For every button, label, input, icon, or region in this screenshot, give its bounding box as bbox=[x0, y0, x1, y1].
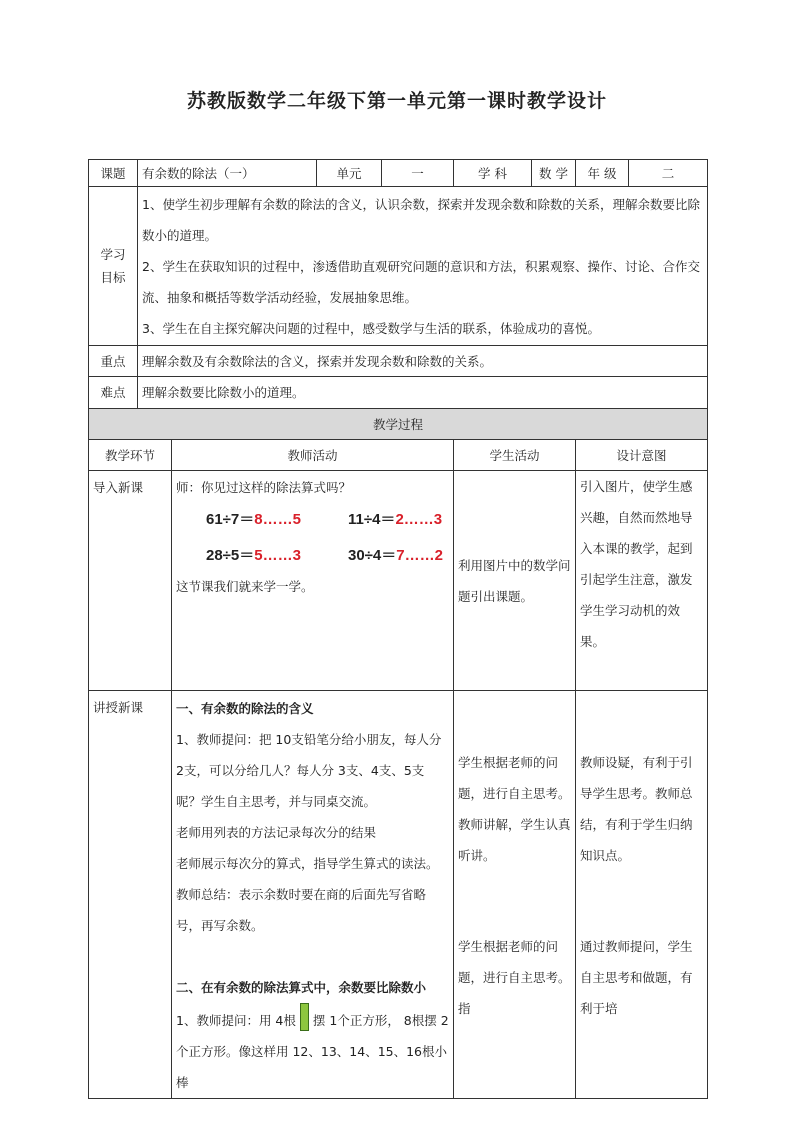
grade-value: 二 bbox=[629, 160, 708, 187]
intro-student: 利用图片中的数学问题引出课题。 bbox=[454, 471, 576, 691]
grade-label: 年 级 bbox=[576, 160, 629, 187]
goals-row bbox=[89, 187, 708, 346]
goal-item: 2、学生在获取知识的过程中，渗透借助直观研究问题的意识和方法，积累观察、操作、讨论、合作交流、抽象和概括等数学活动经验，发展抽象思维。 bbox=[142, 258, 700, 305]
process-section-row bbox=[89, 409, 708, 440]
process-title: 教学过程 bbox=[89, 409, 708, 440]
part2-intent: 通过教师提问，学生自主思考和做题，有利于培 bbox=[580, 939, 693, 1016]
new-lesson-stage: 讲授新课 bbox=[89, 691, 172, 1099]
page-title: 苏教版数学二年级下第一单元第一课时教学设计 bbox=[186, 90, 607, 112]
intro-closing: 这节课我们就来学一学。 bbox=[176, 579, 314, 594]
equation-grid bbox=[206, 509, 449, 567]
lesson-plan-table bbox=[88, 159, 708, 1099]
col-student: 学生活动 bbox=[454, 440, 576, 471]
part1-student: 学生根据老师的问题，进行自主思考。教师讲解，学生认真听讲。 bbox=[458, 755, 571, 863]
intro-teacher bbox=[172, 471, 454, 691]
new-lesson-intent bbox=[576, 691, 708, 1099]
goals-content bbox=[138, 187, 708, 346]
intro-stage: 导入新课 bbox=[89, 471, 172, 691]
difficult-point-label: 难点 bbox=[89, 377, 138, 409]
stick-icon bbox=[300, 1003, 309, 1031]
col-intent: 设计意图 bbox=[576, 440, 708, 471]
goals-label-line2: 目标 bbox=[100, 270, 126, 285]
part2-student: 学生根据老师的问题，进行自主思考。指 bbox=[458, 939, 571, 1016]
intro-intent: 引入图片，使学生感兴趣，自然而然地导入本课的教学，起到引起学生注意，激发学生学习动机的效果。 bbox=[576, 471, 708, 691]
part1-line: 老师展示每次分的算式，指导学生算式的读法。 bbox=[176, 856, 439, 871]
part1-line: 教师总结：表示余数时要在商的后面先写省略号，再写余数。 bbox=[176, 887, 427, 933]
goals-label-line1: 学习 bbox=[100, 247, 126, 262]
unit-value: 一 bbox=[382, 160, 454, 187]
part1-line: 老师用列表的方法记录每次分的结果 bbox=[176, 825, 377, 840]
part2-line: 1、教师提问：用 4根 摆 1个正方形， 8根摆 2个正方形。像这样用 12、13、14、15、16根小棒 bbox=[176, 1003, 449, 1098]
difficult-point-row bbox=[89, 377, 708, 409]
new-lesson-teacher bbox=[172, 691, 454, 1099]
part1-intent: 教师设疑，有利于引导学生思考。教师总结，有利于学生归纳知识点。 bbox=[580, 755, 693, 863]
part2-heading: 二、在有余数的除法算式中，余数要比除数小 bbox=[176, 980, 427, 995]
col-teacher: 教师活动 bbox=[172, 440, 454, 471]
intro-row bbox=[89, 471, 708, 691]
topic-label: 课题 bbox=[89, 160, 138, 187]
key-point-text: 理解余数及有余数除法的含义，探索并发现余数和除数的关系。 bbox=[138, 346, 708, 377]
key-point-row bbox=[89, 346, 708, 377]
part1-line: 1、教师提问：把 10支铅笔分给小朋友，每人分 2支，可以分给几人？每人分 3支、4支、5支呢？学生自主思考，并与同桌交流。 bbox=[176, 732, 442, 809]
equation: 61÷7＝8……5 bbox=[206, 511, 301, 528]
equation: 11÷4＝2……3 bbox=[348, 511, 443, 528]
header-row bbox=[89, 160, 708, 187]
key-point-label: 重点 bbox=[89, 346, 138, 377]
part1-heading: 一、有余数的除法的含义 bbox=[176, 701, 314, 716]
goal-item: 3、学生在自主探究解决问题的过程中，感受数学与生活的联系，体验成功的喜悦。 bbox=[142, 320, 600, 336]
equation: 28÷5＝5……3 bbox=[206, 547, 301, 564]
subject-label: 学 科 bbox=[454, 160, 532, 187]
subject-value: 数 学 bbox=[532, 160, 576, 187]
unit-label: 单元 bbox=[317, 160, 382, 187]
intro-question: 师：你见过这样的除法算式吗？ bbox=[176, 480, 352, 495]
goal-item: 1、使学生初步理解有余数的除法的含义，认识余数，探索并发现余数和除数的关系，理解余数要比除数小的道理。 bbox=[142, 196, 700, 243]
goals-label bbox=[89, 187, 138, 346]
difficult-point-text: 理解余数要比除数小的道理。 bbox=[138, 377, 708, 409]
new-lesson-row bbox=[89, 691, 708, 1099]
column-header-row bbox=[89, 440, 708, 471]
col-stage: 教学环节 bbox=[89, 440, 172, 471]
topic-value: 有余数的除法（一） bbox=[138, 160, 317, 187]
new-lesson-student bbox=[454, 691, 576, 1099]
equation: 30÷4＝7……2 bbox=[348, 547, 443, 564]
